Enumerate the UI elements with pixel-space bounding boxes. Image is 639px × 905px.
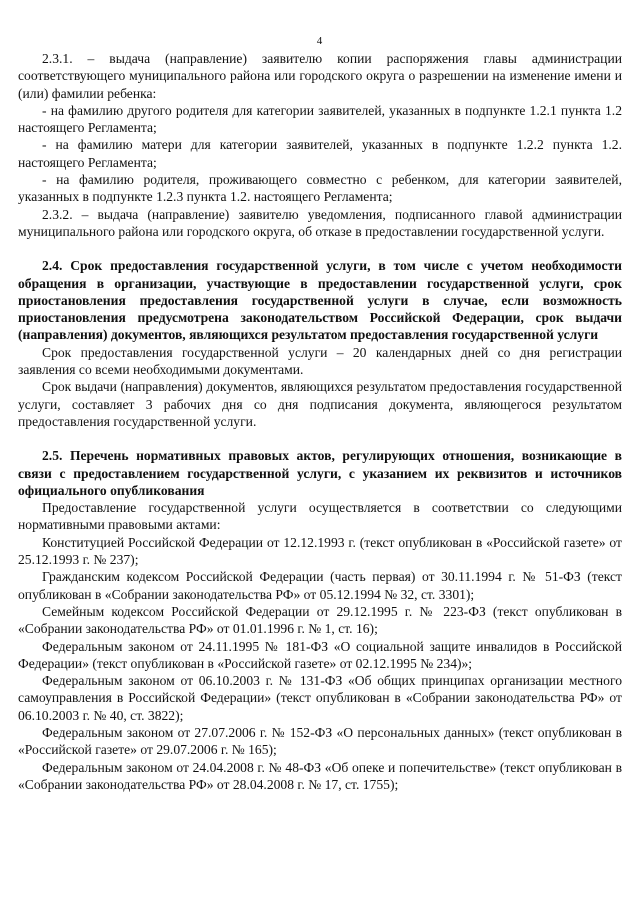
paragraph-law-48: Федеральным законом от 24.04.2008 г. № 48-ФЗ «Об опеке и попечительстве» (текст опубликован в «Собрании законодательства РФ» от 28.04.2008 г. № 17, ст. 1755); xyxy=(18,759,622,792)
paragraph-law-181: Федеральным законом от 24.11.1995 № 181-ФЗ «О социальной защите инвалидов в Российской Федерации» (текст опубликован в «Российской газете» от 02.12.1995 № 234)»; xyxy=(18,638,622,671)
paragraph-cohabiting-parent: - на фамилию родителя, проживающего совместно с ребенком, для категории заявителей, указанных в подпункте 1.2.3 пункта 1.2. настоящего Регламента; xyxy=(18,172,622,205)
paragraph-2-3-2: 2.3.2. – выдача (направление) заявителю уведомления, подписанного главой администрации муниципального района или городского округа, об отказе в предоставлении государственной услуги. xyxy=(18,206,622,239)
document-body xyxy=(18,50,622,793)
paragraph-civil-code: Гражданским кодексом Российской Федерации (часть первая) от 30.11.1994 г. № 51-ФЗ (текст опубликован в «Собрании законодательства РФ» от 05.12.1994 № 32, ст. 3301); xyxy=(18,569,622,602)
paragraph-law-131: Федеральным законом от 06.10.2003 г. № 131-ФЗ «Об общих принципах организации местного самоуправления в Российской Федерации» (текст опубликован в «Собрании законодательства РФ» от 06.10.2003 г. № 40, ст. 3822); xyxy=(18,673,622,723)
paragraph-issue-term: Срок выдачи (направления) документов, являющихся результатом предоставления государственной услуги, составляет 3 рабочих дня со дня подписания документа, являющегося результатом предоставления государственной услуги. xyxy=(18,379,622,429)
paragraph-2-3-1: 2.3.1. – выдача (направление) заявителю копии распоряжения главы администрации соответствующего муниципального района или городского округа о разрешении на изменение имени и (или) фамилии ребенка: xyxy=(18,51,622,101)
paragraph-family-code: Семейным кодексом Российской Федерации от 29.12.1995 г. № 223-ФЗ (текст опубликован в «Собрании законодательства РФ» от 01.01.1996 г. № 1, ст. 16); xyxy=(18,603,622,637)
section-heading-2-5: 2.5. Перечень нормативных правовых актов, регулирующих отношения, возникающие в связи с предоставлением государственной услуги, с указанием их реквизитов и источников официального опубликования xyxy=(18,448,622,498)
page-number: 4 xyxy=(316,35,323,47)
section-heading-2-4: 2.4. Срок предоставления государственной услуги, в том числе с учетом необходимости обращения в организации, участвующие в предоставлении государственной услуги, срок приостановления предоставления государственной услуги в случае, если возможность приостановления предусмотрена законодательством Российской Федерации, срок выдачи (направления) документов, являющихся результатом предоставления государственной услуги xyxy=(18,258,622,343)
paragraph-other-parent: - на фамилию другого родителя для категории заявителей, указанных в подпункте 1.2.1 пункта 1.2 настоящего Регламента; xyxy=(18,102,622,136)
paragraph-legal-basis: Предоставление государственной услуги осуществляется в соответствии со следующими нормативными правовыми актами: xyxy=(18,500,622,533)
paragraph-law-152: Федеральным законом от 27.07.2006 г. № 152-ФЗ «О персональных данных» (текст опубликован в «Российской газете» от 29.07.2006 г. № 165); xyxy=(18,724,622,758)
paragraph-mother: - на фамилию матери для категории заявителей, указанных в подпункте 1.2.2 пункта 1.2. настоящего Регламента; xyxy=(18,137,622,170)
paragraph-constitution: Конституцией Российской Федерации от 12.12.1993 г. (текст опубликован в «Российской газете» от 25.12.1993 г. № 237); xyxy=(18,534,622,568)
paragraph-service-term: Срок предоставления государственной услуги – 20 календарных дней со дня регистрации заявления со всеми необходимыми документами. xyxy=(18,344,622,378)
